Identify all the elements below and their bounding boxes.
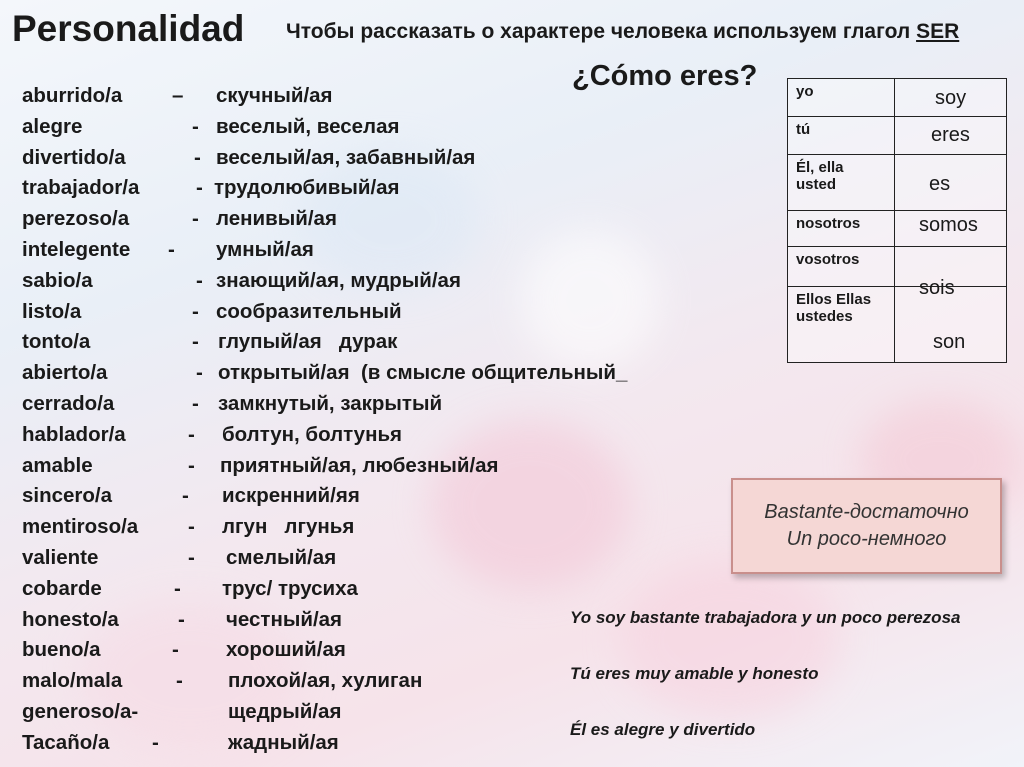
vocab-russian: хороший/ая xyxy=(226,638,346,662)
subtitle-text: Чтобы рассказать о характере человека используем глагол xyxy=(286,20,917,43)
verb-form: sois xyxy=(919,277,955,299)
verb-form: eres xyxy=(931,124,970,146)
pronoun-cell: vosotros xyxy=(788,247,895,287)
vocab-spanish: trabajador/a xyxy=(22,176,140,200)
example-sentence: Tú eres muy amable y honesto xyxy=(570,664,819,683)
vocab-spanish: honesto/a xyxy=(22,607,119,631)
vocab-russian: веселый, веселая xyxy=(216,114,400,138)
vocab-spanish: cerrado/a xyxy=(22,391,115,415)
vocab-russian: смелый/ая xyxy=(226,545,337,569)
vocab-russian: жадный/ая xyxy=(228,730,339,754)
vocab-russian: честный/ая xyxy=(226,607,343,631)
vocab-spanish: hablador/a xyxy=(22,422,126,446)
vocab-spanish: generoso/a- xyxy=(22,699,139,723)
background-blossom xyxy=(620,560,840,720)
vocab-russian: плохой/ая, хулиган xyxy=(228,669,423,693)
background-blossom xyxy=(520,230,660,370)
pronoun-cell: Ellos Ellas ustedes xyxy=(788,287,895,363)
vocab-spanish: aburrido/a xyxy=(22,84,123,107)
pronoun-cell: Él, ella usted xyxy=(788,155,895,211)
vocab-dash: - xyxy=(192,299,199,323)
vocab-spanish: alegre xyxy=(22,114,83,138)
subtitle-verb: SER xyxy=(916,20,960,43)
callout-line: Bastante-достаточно xyxy=(764,501,969,523)
vocab-spanish: sincero/a xyxy=(22,484,113,508)
verb-form-cell xyxy=(895,155,1007,211)
vocab-dash: - xyxy=(196,176,203,200)
conjugation-row xyxy=(788,211,1007,247)
verb-form-cell xyxy=(895,117,1007,155)
verb-form: soy xyxy=(935,87,967,109)
vocab-russian: знающий/ая, мудрый/ая xyxy=(216,268,461,292)
verb-form-cell xyxy=(895,247,1007,299)
vocab-dash: - xyxy=(194,145,201,169)
vocab-russian: трудолюбивый/ая xyxy=(214,176,400,200)
vocab-spanish: divertido/a xyxy=(22,145,126,169)
vocab-dash: - xyxy=(182,484,189,508)
vocab-dash: - xyxy=(172,638,179,662)
callout-line: Un poco-немного xyxy=(786,528,947,550)
vocab-russian: скучный/ая xyxy=(216,84,333,107)
conjugation-table xyxy=(787,78,1007,363)
vocab-spanish: bueno/a xyxy=(22,638,101,662)
vocab-russian: открытый/ая (в смысле общительный_ xyxy=(218,361,628,385)
pronoun-cell: tú xyxy=(788,117,895,155)
conjugation-row xyxy=(788,247,1007,287)
vocab-spanish: listo/a xyxy=(22,299,82,323)
vocab-dash: - xyxy=(192,330,199,354)
vocab-spanish: perezoso/a xyxy=(22,207,130,231)
vocab-russian: сообразительный xyxy=(216,299,402,323)
callout-box xyxy=(731,478,1002,574)
vocab-russian: ленивый/ая xyxy=(216,207,337,231)
vocab-spanish: abierto/a xyxy=(22,361,108,385)
vocab-dash: - xyxy=(188,545,195,569)
vocab-dash: - xyxy=(152,730,159,754)
vocab-russian: глупый/ая дурак xyxy=(218,330,398,354)
verb-form: somos xyxy=(919,214,978,236)
verb-form-cell xyxy=(895,79,1007,117)
vocab-spanish: mentiroso/a xyxy=(22,515,139,539)
vocab-dash: - xyxy=(178,607,185,631)
pronoun-cell: yo xyxy=(788,79,895,117)
vocab-spanish: sabio/a xyxy=(22,268,93,292)
example-sentence: Yo soy bastante trabajadora y un poco perezosa xyxy=(570,608,961,627)
vocab-dash: – xyxy=(172,84,184,107)
vocab-spanish: cobarde xyxy=(22,576,102,600)
vocab-russian: лгун лгунья xyxy=(222,515,355,539)
example-sentence: Él es alegre y divertido xyxy=(570,720,756,739)
vocab-dash: - xyxy=(188,422,195,446)
vocab-russian: щедрый/ая xyxy=(228,699,342,723)
vocab-russian: приятный/ая, любезный/ая xyxy=(220,453,499,477)
question-heading: ¿Cómo eres? xyxy=(572,60,758,92)
vocab-russian: трус/ трусиха xyxy=(222,576,358,600)
vocab-russian: замкнутый, закрытый xyxy=(218,391,443,415)
vocab-russian: веселый/ая, забавный/ая xyxy=(216,145,476,169)
verb-form: son xyxy=(933,331,966,353)
conjugation-row xyxy=(788,79,1007,117)
conjugation-row xyxy=(788,287,1007,363)
vocab-spanish: tonto/a xyxy=(22,330,91,354)
verb-form-cell xyxy=(895,211,1007,247)
conjugation-row xyxy=(788,155,1007,211)
vocab-dash: - xyxy=(188,453,195,477)
vocab-dash: - xyxy=(174,576,181,600)
conjugation-row xyxy=(788,117,1007,155)
verb-form-cell xyxy=(895,287,1007,363)
vocab-russian: умный/ая xyxy=(216,237,314,261)
vocab-spanish: amable xyxy=(22,453,93,477)
vocab-spanish: valiente xyxy=(22,545,99,569)
pronoun-cell: nosotros xyxy=(788,211,895,247)
vocab-spanish: intelegente xyxy=(22,237,131,261)
vocab-russian: искренний/яя xyxy=(222,484,360,508)
page-title: Personalidad xyxy=(12,8,245,49)
vocab-dash: - xyxy=(192,391,199,415)
subtitle xyxy=(286,20,959,44)
verb-form: es xyxy=(929,173,951,195)
vocab-dash: - xyxy=(196,268,203,292)
vocab-dash: - xyxy=(176,669,183,693)
vocab-dash: - xyxy=(168,237,175,261)
vocab-spanish: malo/mala xyxy=(22,669,123,693)
vocab-dash: - xyxy=(188,515,195,539)
vocab-dash: - xyxy=(192,207,199,231)
vocab-spanish: Tacaño/a xyxy=(22,730,110,754)
vocab-dash: - xyxy=(196,361,203,385)
background-blossom xyxy=(430,420,630,590)
vocab-dash: - xyxy=(192,114,199,138)
vocab-russian: болтун, болтунья xyxy=(222,422,403,446)
